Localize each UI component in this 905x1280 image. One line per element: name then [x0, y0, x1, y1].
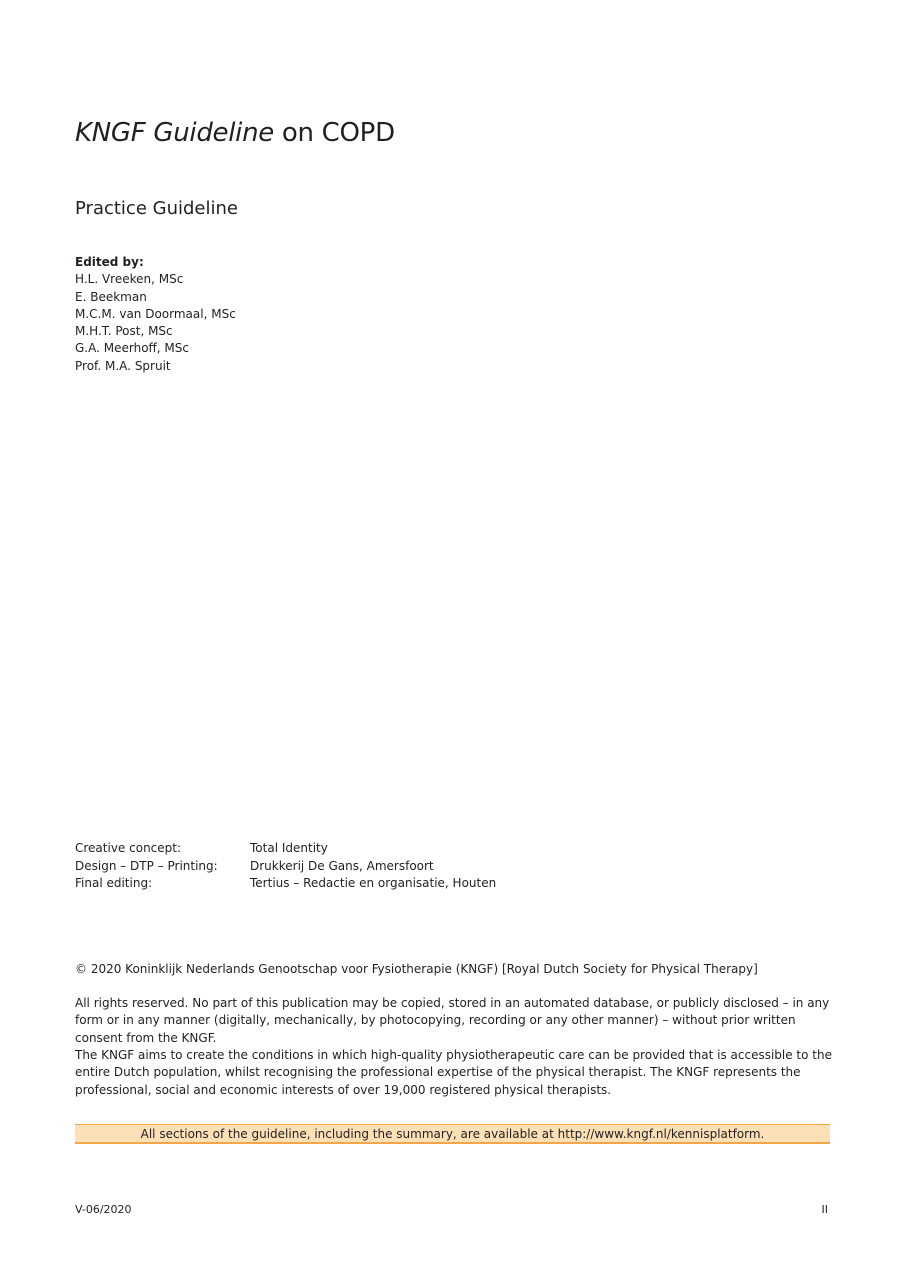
- mission-paragraph: The KNGF aims to create the conditions in which high-quality physiotherapeutic care can be provided that is accessible to the entire Dutch population, whilst recognising the professional expertise of the physical therapist. The KNGF represents the professional, social and economic interests of over 19,000 registered physical therapists.: [75, 1048, 832, 1097]
- editor-name: M.C.M. van Doormaal, MSc: [75, 306, 236, 321]
- credit-row: [75, 875, 496, 893]
- credit-value: Drukkerij De Gans, Amersfoort: [250, 858, 434, 873]
- editors-label: Edited by:: [75, 255, 144, 269]
- credit-value: Total Identity: [250, 841, 328, 855]
- title-italic: KNGF Guideline: [75, 118, 274, 148]
- copyright-notice: © 2020 Koninklijk Nederlands Genootschap voor Fysiotherapie (KNGF) [Royal Dutch Society for Physical Therapy]: [75, 962, 758, 976]
- availability-notice: All sections of the guideline, including the summary, are available at http://www.kngf.nl/kennisplatform.: [75, 1124, 830, 1144]
- editor-name: M.H.T. Post, MSc: [75, 324, 173, 339]
- document-subtitle: Practice Guideline: [75, 198, 238, 219]
- version-label: V-06/2020: [75, 1203, 132, 1216]
- editor-name: H.L. Vreeken, MSc: [75, 272, 184, 287]
- credit-label: Design – DTP – Printing:: [75, 858, 218, 873]
- credit-value: Tertius – Redactie en organisatie, Houten: [250, 876, 497, 890]
- editor-name: G.A. Meerhoff, MSc: [75, 341, 189, 356]
- credit-label: Creative concept:: [75, 841, 182, 855]
- editor-name: E. Beekman: [75, 289, 147, 304]
- page-number: II: [821, 1203, 828, 1216]
- document-title: [75, 118, 395, 148]
- editors-block: [75, 254, 236, 375]
- editor-name: Prof. M.A. Spruit: [75, 358, 171, 373]
- credits-block: [75, 840, 496, 893]
- credit-label: Final editing:: [75, 876, 153, 890]
- title-rest: on COPD: [273, 118, 395, 148]
- rights-paragraph: All rights reserved. No part of this publication may be copied, stored in an automated database, or publicly disclosed – in any form or in any manner (digitally, mechanically, by photocopying, recording or any other manner) – without prior written consent from the KNGF.: [75, 996, 830, 1045]
- credit-row: [75, 858, 496, 876]
- credit-row: [75, 840, 496, 858]
